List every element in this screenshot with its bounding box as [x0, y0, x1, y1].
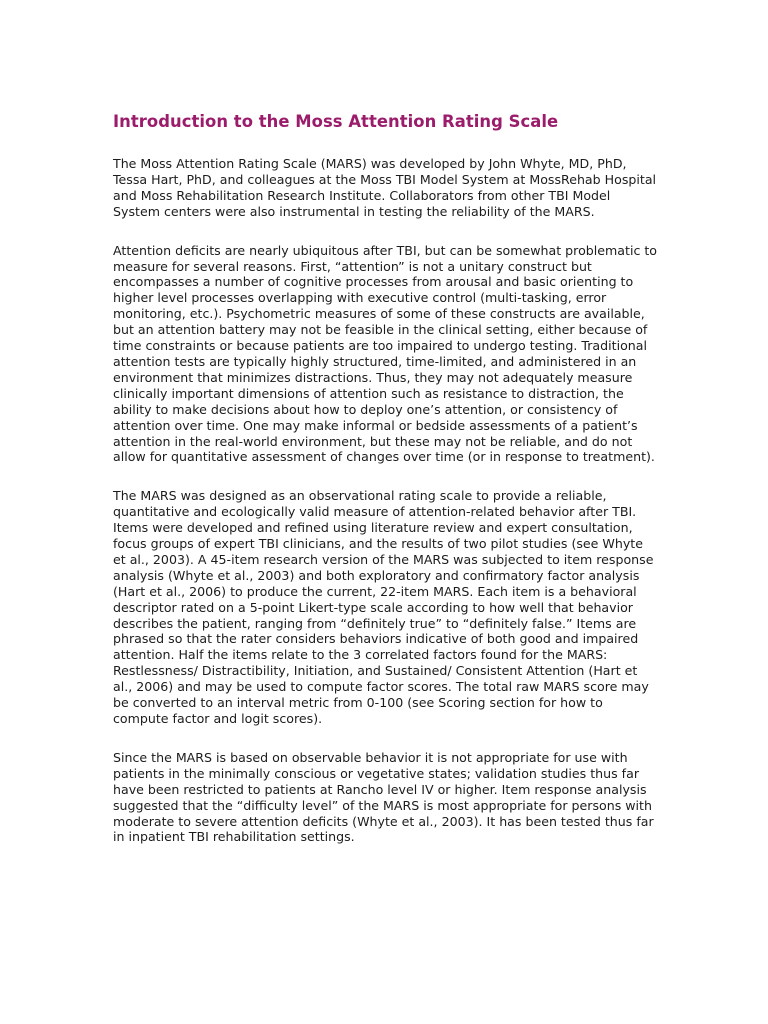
paragraph-mars-design: The MARS was designed as an observational rating scale to provide a reliable, quantitative and ecologically valid measure of attention-related behavior after TBI. Items were developed and refined using literature review and expert consultation, focus groups of expert TBI clinicians, and the results of two pilot studies (see Whyte et al., 2003). A 45-item research version of the MARS was subjected to item response analysis (Whyte et al., 2003) and both exploratory and confirmatory factor analysis (Hart et al., 2006) to produce the current, 22-item MARS. Each item is a behavioral descriptor rated on a 5-point Likert-type scale according to how well that behavior describes the patient, ranging from “definitely true” to “definitely false.” Items are phrased so that the rater considers behaviors indicative of both good and impaired attention. Half the items relate to the 3 correlated factors found for the MARS: Restlessness/ Distractibility, Initiation, and Sustained/ Consistent Attention (Hart et al., 2006) and may be used to compute factor scores. The total raw MARS score may be converted to an interval metric from 0-100 (see Scoring section for how to compute factor and logit scores). — [113, 488, 654, 726]
document-title: Introduction to the Moss Attention Rating Scale — [113, 112, 559, 131]
paragraph-attention-deficits: Attention deficits are nearly ubiquitous after TBI, but can be somewhat problematic to measure for several reasons. First, “attention” is not a unitary construct but encompasses a number of cognitive processes from arousal and basic orienting to higher level processes overlapping with executive control (multi-tasking, error monitoring, etc.). Psychometric measures of some of these constructs are available, but an attention battery may not be feasible in the clinical setting, either because of time constraints or because patients are too impaired to undergo testing. Traditional attention tests are typically highly structured, time-limited, and administered in an environment that minimizes distractions. Thus, they may not adequately measure clinically important dimensions of attention such as resistance to distraction, the ability to make decisions about how to deploy one’s attention, or consistency of attention over time. One may make informal or bedside assessments of a patient’s attention in the real-world environment, but these may not be reliable, and do not allow for quantitative assessment of changes over time (or in response to treatment). — [113, 242, 658, 465]
paragraph-mars-development: The Moss Attention Rating Scale (MARS) was developed by John Whyte, MD, PhD, Tessa Hart, PhD, and colleagues at the Moss TBI Model System at MossRehab Hospital and Moss Rehabilitation Research Institute. Collaborators from other TBI Model System centers were also instrumental in testing the reliability of the MARS. — [113, 156, 657, 219]
document-page — [113, 111, 658, 868]
paragraph-mars-applicability: Since the MARS is based on observable behavior it is not appropriate for use with patients in the minimally conscious or vegetative states; validation studies thus far have been restricted to patients at Rancho level IV or higher. Item response analysis suggested that the “difficulty level” of the MARS is most appropriate for persons with moderate to severe attention deficits (Whyte et al., 2003). It has been tested thus far in inpatient TBI rehabilitation settings. — [113, 749, 654, 845]
